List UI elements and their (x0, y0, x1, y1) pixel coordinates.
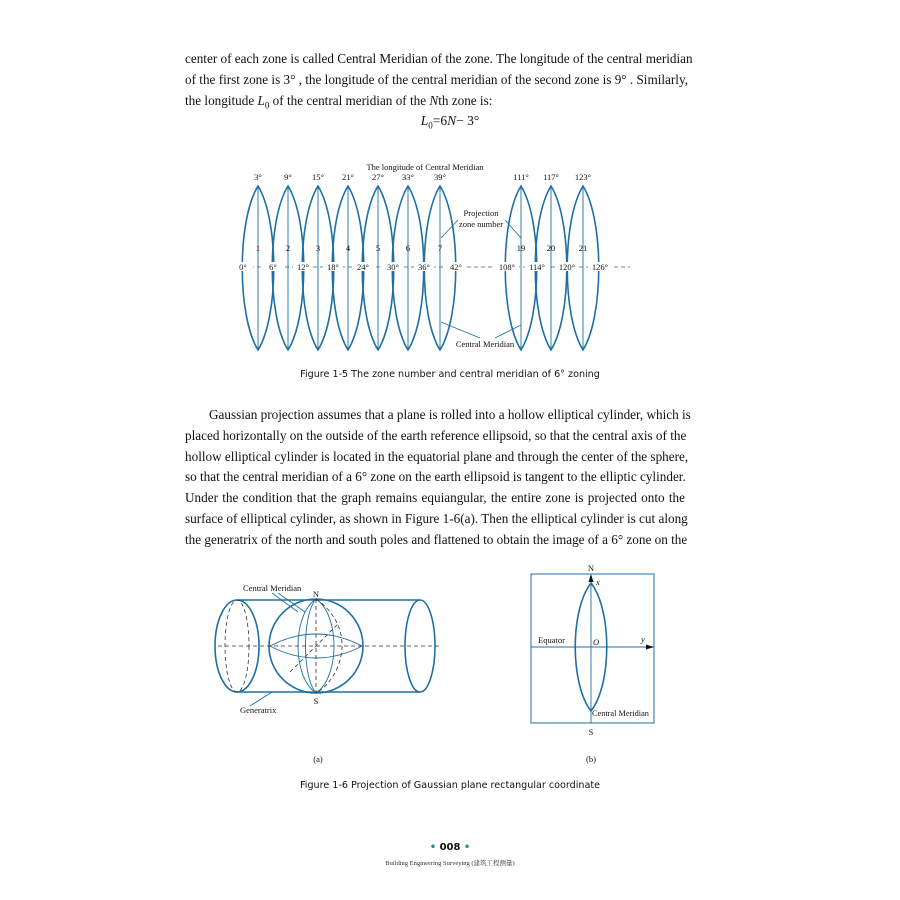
bottom-longitude-label: 108° (498, 262, 516, 272)
y-axis-arrow (646, 645, 654, 650)
central-meridian-label: Central Meridian (243, 583, 302, 593)
top-longitude-label: 27° (372, 172, 384, 182)
figure-cylinder-projection (210, 570, 460, 770)
top-longitude-label: 3° (254, 172, 262, 182)
text-line: surface of elliptical cylinder, as shown in Figure 1-6(a). Then the elliptical cylinder is cut along (185, 510, 688, 526)
top-longitude-label: 111° (513, 172, 529, 182)
text-line: so that the central meridian of a 6° zone on the earth ellipsoid is tangent to the elliptic cylinder. (185, 469, 686, 485)
zone-number: 3 (315, 243, 321, 253)
origin-label: O (593, 637, 600, 647)
central-meridian-label: Central Meridian (592, 709, 649, 718)
south-label: S (588, 727, 594, 737)
projection-label: Projection (463, 208, 499, 218)
text-line: center of each zone is called Central Meridian of the zone. The longitude of the central meridian (185, 51, 693, 66)
bottom-longitude-label: 30° (387, 262, 399, 272)
text-line: Gaussian projection assumes that a plane is rolled into a hollow elliptical cylinder, which is (209, 407, 691, 422)
bottom-longitude-label: 120° (558, 262, 576, 272)
top-longitude-labels (254, 172, 591, 182)
text-line: placed horizontally on the outside of the earth reference ellipsoid, so that the central axis of the (185, 427, 687, 443)
zone-number: 20 (546, 243, 556, 253)
top-longitude-label: 39° (434, 172, 446, 182)
generatrix-label: Generatrix (240, 705, 277, 715)
bottom-longitude-label: 6° (269, 262, 277, 272)
leader-line (272, 593, 298, 612)
zone-number-labels (256, 243, 587, 253)
bottom-longitude-labels (233, 262, 612, 272)
bottom-longitude-label: 18° (327, 262, 339, 272)
north-label: N (312, 589, 320, 599)
zone-number: 19 (516, 243, 526, 253)
paragraph-2 (185, 405, 691, 551)
north-label: N (587, 563, 595, 573)
leader-line (278, 593, 305, 612)
zone-number: 2 (285, 243, 291, 253)
y-axis-label: y (641, 634, 645, 644)
bottom-longitude-label: 114° (529, 262, 545, 272)
bottom-longitude-label: 36° (418, 262, 430, 272)
figure-title: The longitude of Central Meridian (366, 162, 484, 172)
zone-number: 21 (578, 243, 588, 253)
bottom-longitude-label: 0° (239, 262, 247, 272)
page-number: • 008 • (429, 842, 471, 853)
paragraph-1 (185, 49, 693, 116)
figure-zone-diagram (220, 155, 640, 360)
zone-number: 6 (405, 243, 411, 253)
bottom-longitude-label: 126° (591, 262, 609, 272)
leader-line (495, 325, 521, 338)
text-line: the generatrix of the north and south poles and flattened to obtain the image of a 6° zone on the (185, 531, 688, 547)
zone-number-label: zone number (458, 219, 504, 229)
text-line: Under the condition that the graph remains equiangular, the entire zone is projected onto the (185, 490, 685, 506)
book-title: Building Engineering Surveying (建筑工程测量) (385, 860, 515, 867)
leader-line (441, 220, 458, 238)
leader-line (250, 692, 272, 706)
meridian-curve (298, 599, 316, 693)
subfigure-a-label: (a) (313, 754, 323, 764)
top-longitude-label: 117° (543, 172, 559, 182)
figure-1-5-caption: Figure 1-5 The zone number and central meridian of 6° zoning (300, 369, 600, 380)
zone-number: 4 (345, 243, 351, 253)
top-longitude-label: 21° (342, 172, 354, 182)
plane-frame (531, 574, 654, 723)
text-line: the longitude $L_0$ of the central meridian of the Nth zone is: (185, 92, 493, 111)
subfigure-b-label: (b) (586, 754, 596, 764)
top-longitude-label: 33° (402, 172, 414, 182)
text-line: hollow elliptical cylinder is located in the equatorial plane and through the center of the sphere, (185, 448, 689, 464)
figure-1-6-caption: Figure 1-6 Projection of Gaussian plane rectangular coordinate (299, 780, 601, 791)
central-meridian-label: Central Meridian (455, 339, 515, 349)
bottom-longitude-label: 12° (297, 262, 309, 272)
figure-plane-coordinate (520, 560, 665, 770)
zone-number: 5 (375, 243, 381, 253)
bottom-longitude-label: 24° (357, 262, 369, 272)
top-longitude-label: 15° (312, 172, 324, 182)
formula-central-meridian: $L_0=6N- 3^\circ$ (420, 113, 480, 131)
south-label: S (313, 696, 319, 706)
text-line: of the first zone is 3° , the longitude of the central meridian of the second zone is 9° . Similarly, (185, 71, 688, 87)
x-axis-arrow (589, 574, 594, 582)
zone-number: 7 (437, 243, 443, 253)
x-axis-label: x (596, 577, 600, 587)
top-longitude-label: 123° (574, 172, 592, 182)
top-longitude-label: 9° (284, 172, 292, 182)
zone-number: 1 (255, 243, 261, 253)
bottom-longitude-label: 42° (450, 262, 462, 272)
equator-label: Equator (538, 635, 565, 645)
